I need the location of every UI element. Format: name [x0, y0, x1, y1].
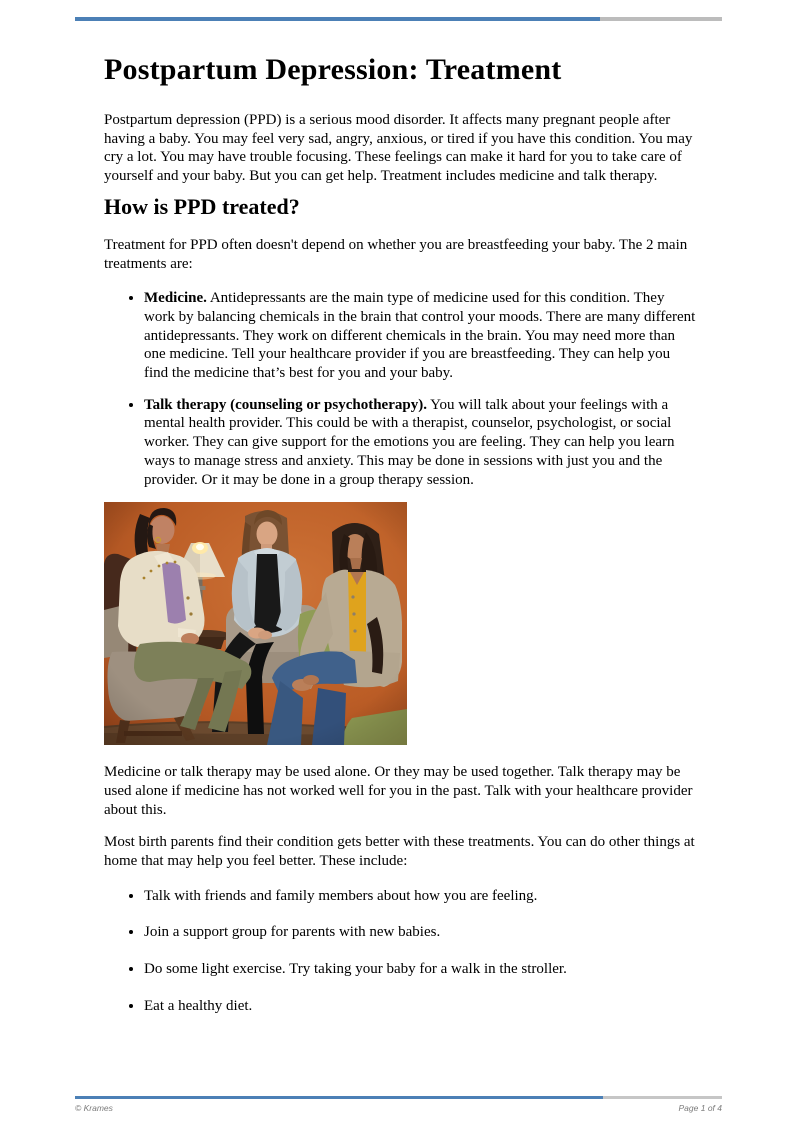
- intro-paragraph: Postpartum depression (PPD) is a serious mood disorder. It affects many pregnant people after having a baby. You may feel very sad, angry, anxious, or tired if you have this condition. You may cry a lot. You may have trouble focusing. These feelings can make it hard for you to take care of yourself and your baby. But you can get help. Treatment includes medicine and talk therapy.: [104, 112, 693, 185]
- treatment-text: You will talk about your feelings with a mental health provider. This could be with a therapist, counselor, psychologist, or social worker. They can give support for the emotions you are feeling. They can help you learn ways to manage stress and anxiety. This may be done in sessions with just you and the provider. Or it may be done in a group therapy session.: [144, 396, 675, 488]
- list-item-healthy-diet: • Eat a healthy diet.: [144, 997, 698, 1016]
- home-care-lead-paragraph: Most birth parents find their condition gets better with these treatments. You can do other things at home that may help you feel better. These include:: [104, 834, 695, 870]
- list-item-talk-with-friends: • Talk with friends and family members about how you are feeling.: [144, 887, 698, 906]
- page-number: Page 1 of 4: [678, 1103, 722, 1113]
- page-title: Postpartum Depression: Treatment: [104, 53, 562, 86]
- footer-rule-gray-segment: [603, 1096, 722, 1099]
- list-item-light-exercise: • Do some light exercise. Try taking your baby for a walk in the stroller.: [144, 960, 698, 979]
- page-footer: [75, 1102, 722, 1114]
- section-heading: How is PPD treated?: [104, 193, 300, 219]
- combined-use-paragraph: Medicine or talk therapy may be used alone. Or they may be used together. Talk therapy may be used alone if medicine has not worked well for you in the past. Talk with your healthcare provider about this.: [104, 764, 693, 818]
- self-care-list: [104, 887, 698, 1016]
- copyright-text: © Krames: [75, 1103, 113, 1113]
- section-lead-paragraph: Treatment for PPD often doesn't depend on whether you are breastfeeding your baby. The 2 main treatments are:: [104, 236, 688, 272]
- list-item-support-group: • Join a support group for parents with new babies.: [144, 923, 698, 942]
- treatment-text: Antidepressants are the main type of medicine used for this condition. They work by balancing chemicals in the brain that control your moods. There are many different antidepressants. They work on different chemicals in the brain. You may need more than one medicine. Tell your healthcare provider if you are breastfeeding. They can help you find the medicine that’s best for you and your baby.: [144, 290, 696, 382]
- footer-accent-rule: [75, 1096, 722, 1099]
- footer-rule-blue-segment: [75, 1096, 603, 1099]
- list-item-medicine: [144, 289, 698, 383]
- treatment-label: Talk therapy (counseling or psychotherapy).: [144, 396, 427, 413]
- list-item-talk-therapy: [144, 396, 698, 490]
- document-body: [104, 0, 698, 1016]
- treatment-label: Medicine.: [144, 290, 207, 307]
- treatments-list: [104, 289, 698, 489]
- therapy-session-photo: [104, 502, 407, 745]
